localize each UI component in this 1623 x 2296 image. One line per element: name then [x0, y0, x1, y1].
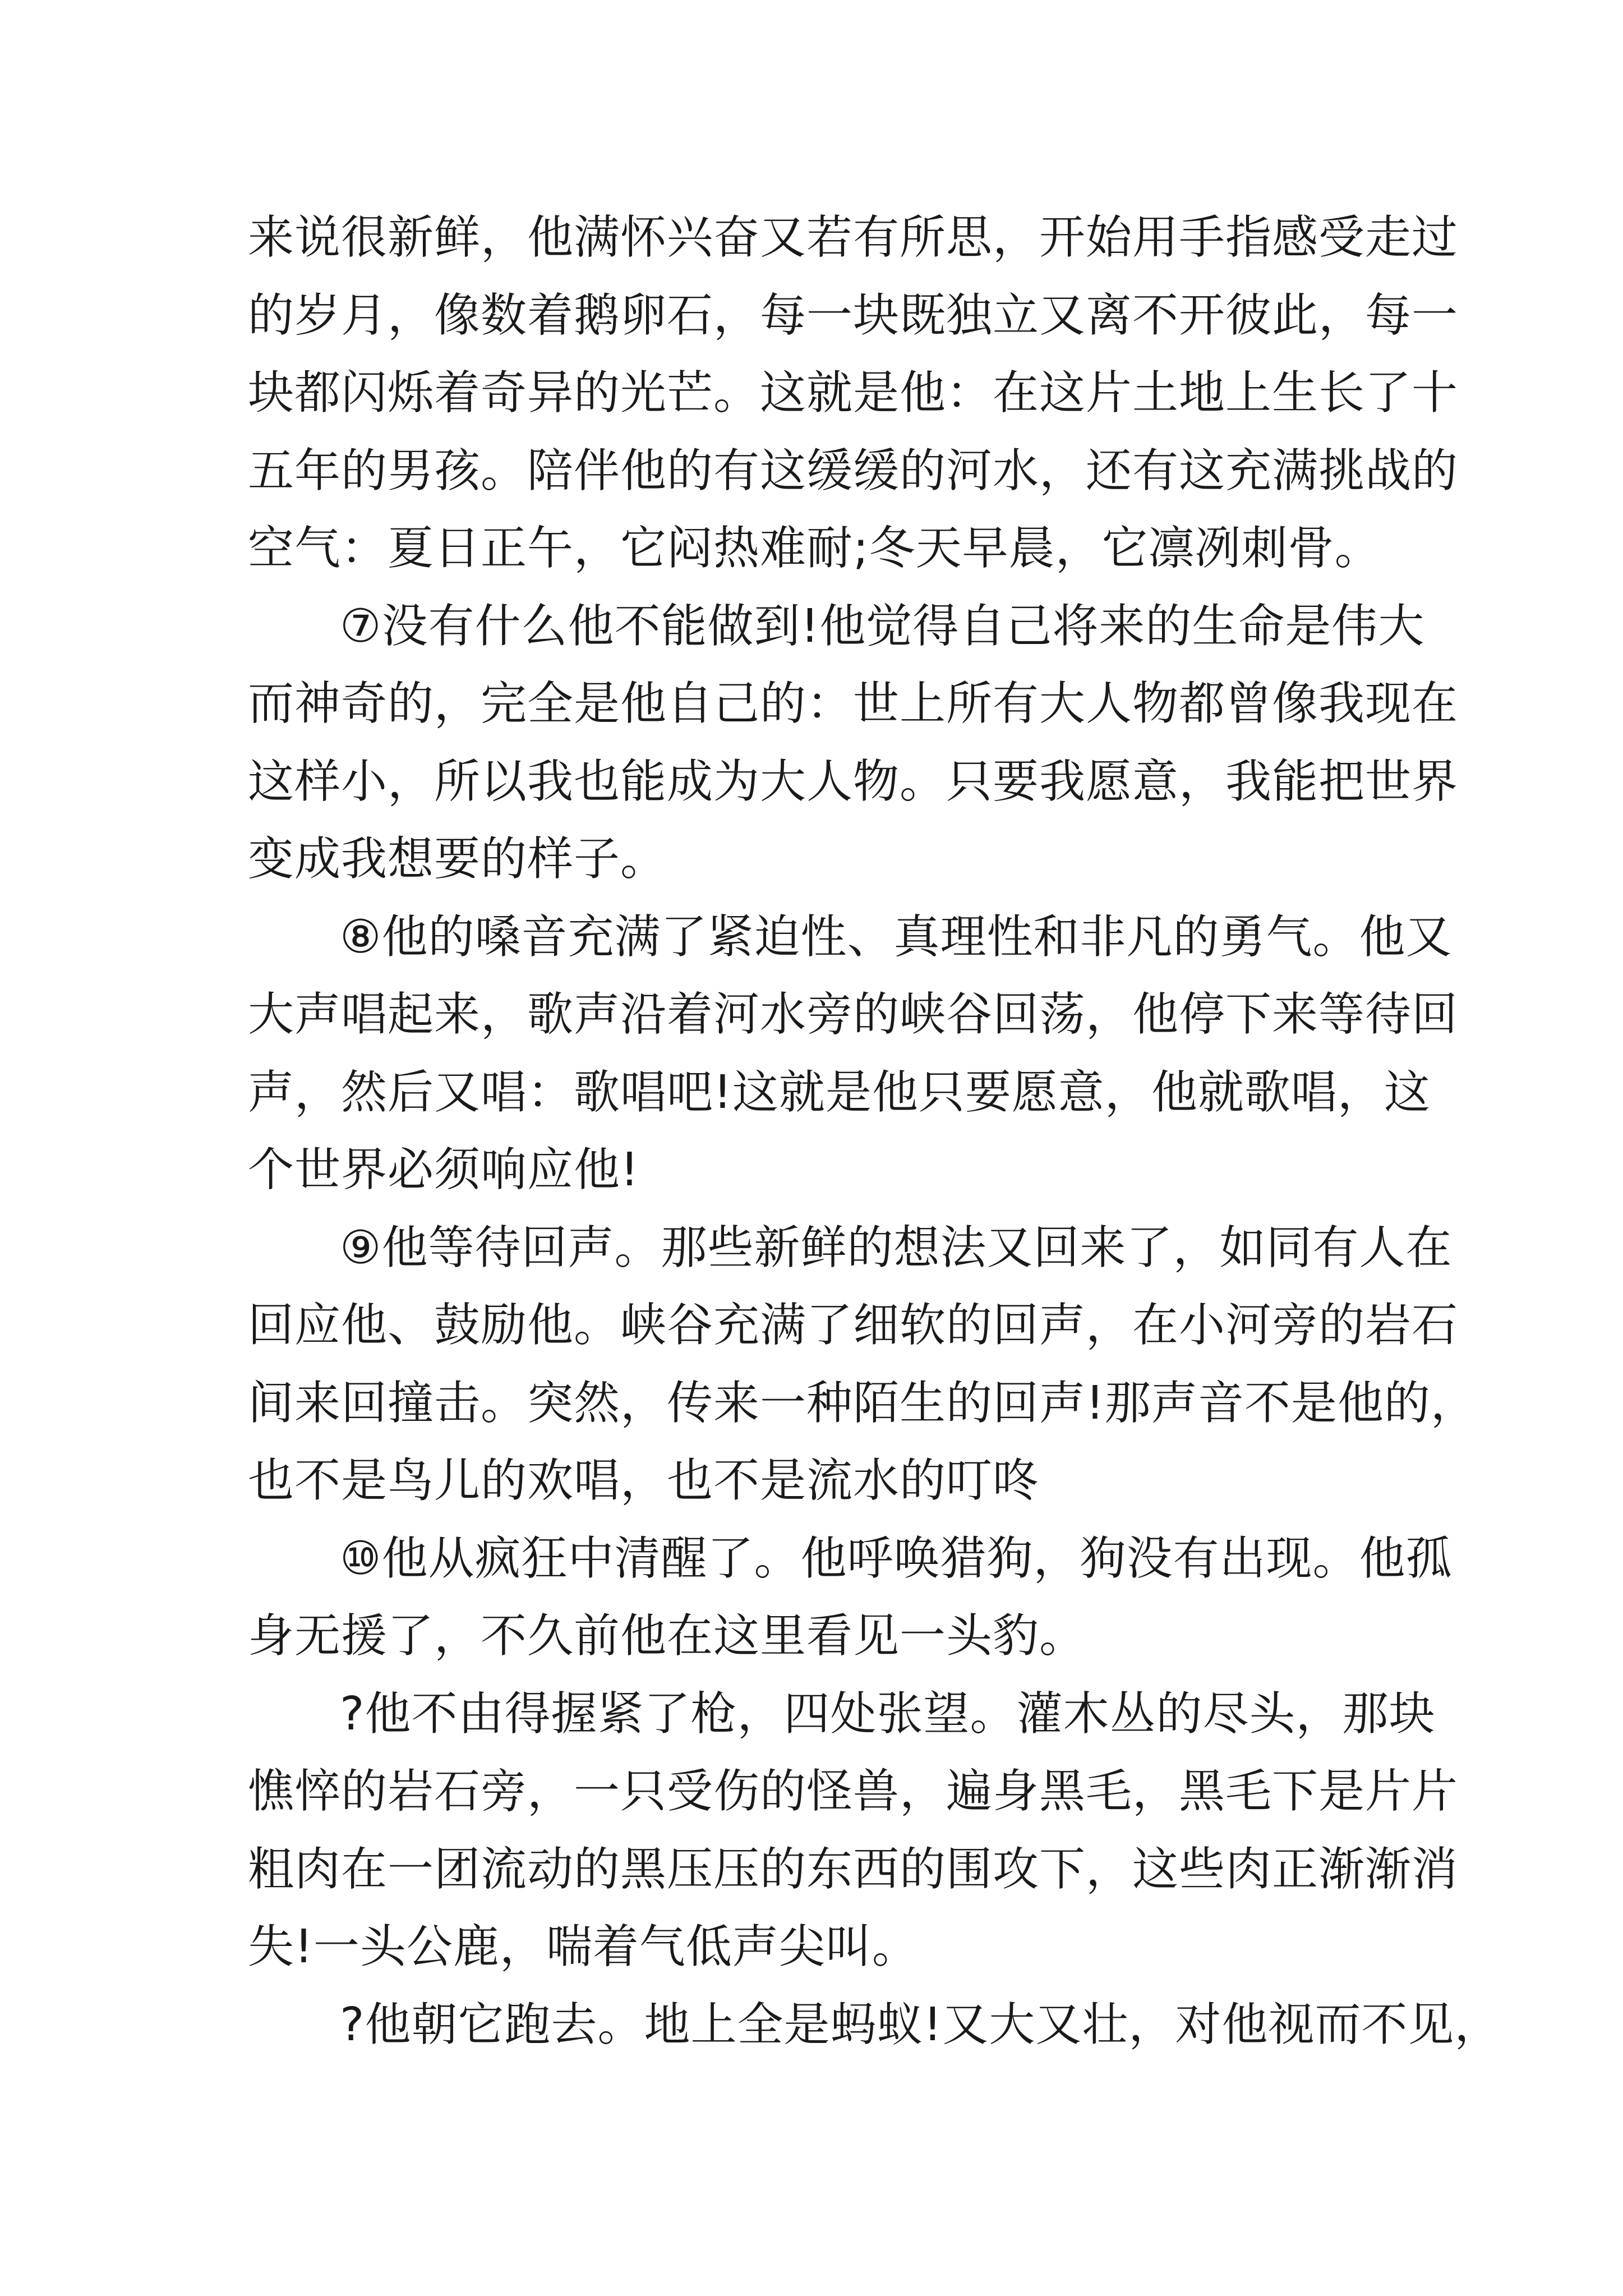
paragraph-9-start: ⑨他等待回声。那些新鲜的想法又回来了，如同有人在 — [340, 1221, 1453, 1274]
text-line: 回应他、鼓励他。峡谷充满了细软的回声，在小河旁的岩石 — [248, 1299, 1459, 1352]
body-text — [248, 199, 1501, 2064]
text-line: 个世界必须响应他! — [248, 1143, 639, 1197]
text-line: 间来回撞击。突然，传来一种陌生的回声!那声音不是他的， — [248, 1376, 1477, 1430]
text-line: 大声唱起来，歌声沿着河水旁的峡谷回荡，他停下来等待回 — [248, 988, 1459, 1041]
text-line: 也不是鸟儿的欢唱，也不是流水的叮咚 — [248, 1454, 1040, 1507]
paragraph-12-start: ?他朝它跑去。地上全是蚂蚁!又大又壮，对他视而不见， — [340, 1998, 1501, 2051]
paragraph-7-start: ⑦没有什么他不能做到!他觉得自己将来的生命是伟大 — [340, 599, 1425, 653]
text-line: 这样小，所以我也能成为大人物。只要我愿意，我能把世界 — [248, 754, 1459, 808]
text-line: 变成我想要的样子。 — [248, 832, 667, 886]
text-line: 憔悴的岩石旁，一只受伤的怪兽，遍身黑毛，黑毛下是片片 — [248, 1765, 1459, 1818]
text-line: 身无援了，不久前他在这里看见一头豹。 — [248, 1609, 1086, 1663]
paragraph-11-start: ?他不由得握紧了枪，四处张望。灌木丛的尽头，那块 — [340, 1687, 1436, 1741]
text-line: 的岁月，像数着鹅卵石，每一块既独立又离不开彼此，每一 — [248, 288, 1459, 342]
text-line: 块都闪烁着奇异的光芒。这就是他：在这片土地上生长了十 — [248, 366, 1459, 420]
text-line: 失!一头公鹿，喘着气低声尖叫。 — [248, 1920, 919, 1973]
text-line: 粗肉在一团流动的黑压压的东西的围攻下，这些肉正渐渐消 — [248, 1842, 1459, 1896]
paragraph-8-start: ⑧他的嗓音充满了紧迫性、真理性和非凡的勇气。他又 — [340, 910, 1453, 964]
text-line: 五年的男孩。陪伴他的有这缓缓的河水，还有这充满挑战的 — [248, 444, 1459, 498]
text-line: 而神奇的，完全是他自己的：世上所有大人物都曾像我现在 — [248, 677, 1459, 730]
text-line: 声，然后又唱：歌唱吧!这就是他只要愿意，他就歌唱，这 — [248, 1065, 1431, 1119]
paragraph-10-start: ⑩他从疯狂中清醒了。他呼唤猎狗，狗没有出现。他孤 — [340, 1531, 1453, 1585]
text-line: 来说很新鲜，他满怀兴奋又若有所思，开始用手指感受走过 — [248, 211, 1459, 264]
text-line: 空气：夏日正午，它闷热难耐;冬天早晨，它凛冽刺骨。 — [248, 522, 1381, 575]
